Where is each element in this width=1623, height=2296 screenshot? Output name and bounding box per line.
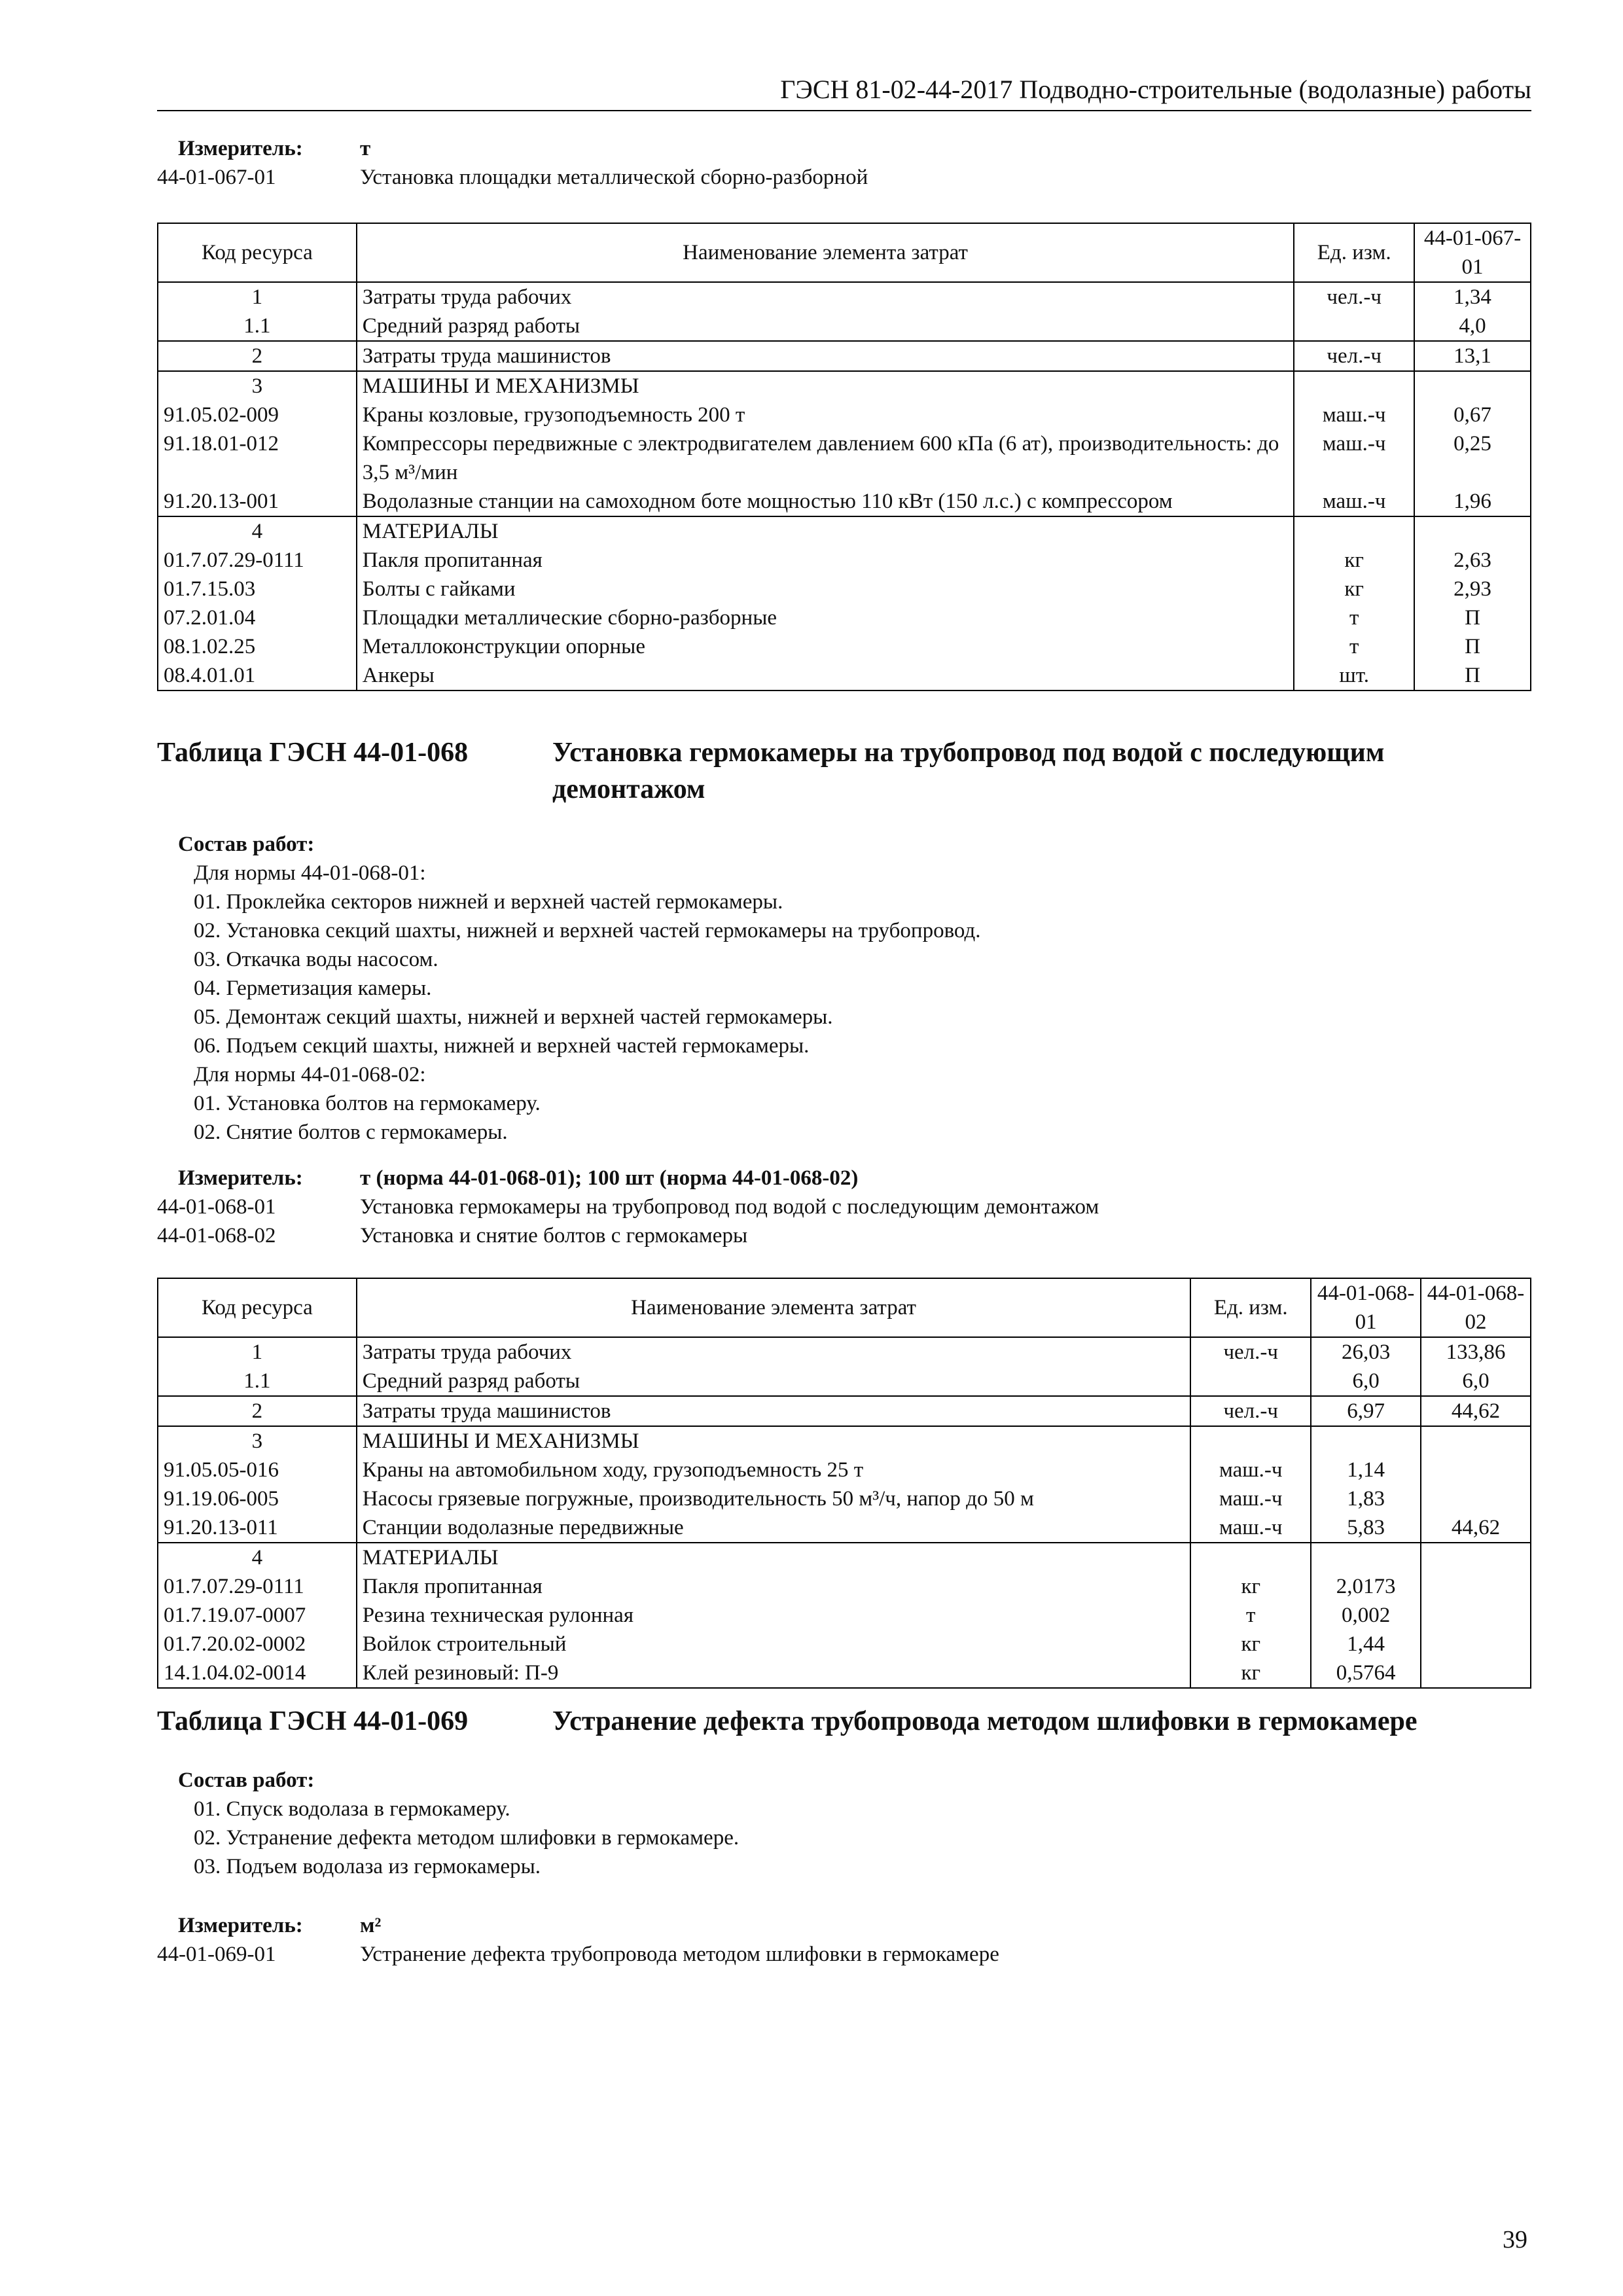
resource-unit: чел.-ч xyxy=(1294,282,1414,312)
norm-code: 44-01-068-01 xyxy=(157,1195,276,1219)
norm-row xyxy=(157,1221,1531,1250)
work-item: 01. Установка болтов на гермокамеру. xyxy=(194,1092,541,1115)
resource-code: 08.1.02.25 xyxy=(158,632,357,661)
resource-code: 2 xyxy=(158,1396,357,1426)
col-header-value: 44-01-067-01 xyxy=(1414,223,1531,282)
resource-name: Водолазные станции на самоходном боте мощностью 110 кВт (150 л.с.) с компрессором xyxy=(357,487,1294,516)
resource-name: Площадки металлические сборно-разборные xyxy=(357,603,1294,632)
measure-value: т (норма 44-01-068-01); 100 шт (норма 44-01-068-02) xyxy=(360,1166,859,1190)
resource-unit: кг xyxy=(1294,575,1414,603)
resource-code: 91.19.06-005 xyxy=(158,1484,357,1513)
work-item: 01. Спуск водолаза в гермокамеру. xyxy=(194,1797,510,1821)
resource-name: Затраты труда рабочих xyxy=(357,1337,1191,1367)
resource-code: 01.7.15.03 xyxy=(158,575,357,603)
resource-unit: маш.-ч xyxy=(1190,1456,1311,1484)
resource-code: 07.2.01.04 xyxy=(158,603,357,632)
resource-code: 4 xyxy=(158,1543,357,1572)
resource-code: 1 xyxy=(158,1337,357,1367)
resource-value-2 xyxy=(1421,1572,1531,1601)
resource-value-2 xyxy=(1421,1543,1531,1572)
work-item: Для нормы 44-01-068-01: xyxy=(194,861,426,885)
resource-value-1: 26,03 xyxy=(1311,1337,1421,1367)
table-row xyxy=(158,371,1531,401)
table-row xyxy=(158,632,1531,661)
table-row xyxy=(158,312,1531,341)
resource-value-1: 1,83 xyxy=(1311,1484,1421,1513)
resource-value-1: 0,67 xyxy=(1414,401,1531,429)
col-header-name: Наименование элемента затрат xyxy=(357,1278,1191,1337)
resource-code: 01.7.07.29-0111 xyxy=(158,1572,357,1601)
work-item: 02. Снятие болтов с гермокамеры. xyxy=(194,1121,508,1144)
resource-unit: чел.-ч xyxy=(1294,341,1414,371)
resource-unit: кг xyxy=(1190,1630,1311,1659)
resource-unit: т xyxy=(1190,1601,1311,1630)
resource-value-1: 0,5764 xyxy=(1311,1659,1421,1688)
resource-name: Краны козловые, грузоподъемность 200 т xyxy=(357,401,1294,429)
resource-unit: т xyxy=(1294,603,1414,632)
resource-unit: маш.-ч xyxy=(1294,487,1414,516)
norm-code: 44-01-067-01 xyxy=(157,166,276,189)
resource-code: 14.1.04.02-0014 xyxy=(158,1659,357,1688)
resource-name: Затраты труда рабочих xyxy=(357,282,1294,312)
measure-block-068 xyxy=(157,1164,1531,1250)
norm-name: Установка площадки металлической сборно-разборной xyxy=(360,166,868,189)
table-row xyxy=(158,1337,1531,1367)
resource-table-068 xyxy=(157,1278,1531,1689)
resource-name: Металлоконструкции опорные xyxy=(357,632,1294,661)
resource-name: Насосы грязевые погружные, производительность 50 м³/ч, напор до 50 м xyxy=(357,1484,1191,1513)
resource-unit: маш.-ч xyxy=(1190,1513,1311,1543)
resource-unit: маш.-ч xyxy=(1294,401,1414,429)
measure-block-067 xyxy=(157,134,1531,192)
table-number: Таблица ГЭСН 44-01-069 xyxy=(157,1706,469,1736)
norm-row xyxy=(157,163,1531,192)
page-number: 39 xyxy=(1503,2226,1527,2253)
resource-value-1: 13,1 xyxy=(1414,341,1531,371)
resource-code: 2 xyxy=(158,341,357,371)
resource-value-1: 2,0173 xyxy=(1311,1572,1421,1601)
table-row xyxy=(158,1426,1531,1456)
resource-code: 01.7.20.02-0002 xyxy=(158,1630,357,1659)
resource-name: Средний разряд работы xyxy=(357,312,1294,341)
table-row xyxy=(158,516,1531,546)
resource-value-1 xyxy=(1414,371,1531,401)
resource-unit: т xyxy=(1294,632,1414,661)
work-item: 05. Демонтаж секций шахты, нижней и верхней частей гермокамеры. xyxy=(194,1005,833,1029)
norm-row xyxy=(157,1940,1531,1969)
resource-value-1: П xyxy=(1414,632,1531,661)
resource-name: Анкеры xyxy=(357,661,1294,691)
resource-value-1: 1,96 xyxy=(1414,487,1531,516)
col-header-name: Наименование элемента затрат xyxy=(357,223,1294,282)
resource-name: Болты с гайками xyxy=(357,575,1294,603)
resource-code: 1.1 xyxy=(158,312,357,341)
resource-unit: кг xyxy=(1190,1659,1311,1688)
resource-value-1: П xyxy=(1414,661,1531,691)
resource-name: Краны на автомобильном ходу, грузоподъемность 25 т xyxy=(357,1456,1191,1484)
work-item: 06. Подъем секций шахты, нижней и верхней частей гермокамеры. xyxy=(194,1034,810,1058)
resource-name: МАШИНЫ И МЕХАНИЗМЫ xyxy=(357,1426,1191,1456)
resource-value-1: 6,97 xyxy=(1311,1396,1421,1426)
resource-code: 91.20.13-011 xyxy=(158,1513,357,1543)
measure-value: м² xyxy=(360,1914,382,1937)
col-header-unit: Ед. изм. xyxy=(1294,223,1414,282)
table-row xyxy=(158,341,1531,371)
running-header xyxy=(157,71,1531,111)
resource-value-2 xyxy=(1421,1484,1531,1513)
resource-code: 91.05.02-009 xyxy=(158,401,357,429)
resource-unit xyxy=(1294,371,1414,401)
table-row xyxy=(158,1484,1531,1513)
table-row xyxy=(158,282,1531,312)
resource-value-1 xyxy=(1414,516,1531,546)
table-header-row xyxy=(158,1278,1531,1337)
resource-name: Пакля пропитанная xyxy=(357,546,1294,575)
resource-unit: чел.-ч xyxy=(1190,1396,1311,1426)
resource-value-2 xyxy=(1421,1659,1531,1688)
resource-name: Средний разряд работы xyxy=(357,1367,1191,1396)
work-composition-069 xyxy=(157,1766,739,1881)
table-caption: Устранение дефекта трубопровода методом шлифовки в гермокамере xyxy=(552,1706,1418,1736)
table-row xyxy=(158,1543,1531,1572)
work-item: 02. Устранение дефекта методом шлифовки в гермокамере. xyxy=(194,1826,740,1850)
work-item: 03. Откачка воды насосом. xyxy=(194,948,438,971)
col-header-value-2: 44-01-068-02 xyxy=(1421,1278,1531,1337)
norm-name: Установка гермокамеры на трубопровод под водой с последующим демонтажом xyxy=(360,1195,1099,1219)
work-item: Для нормы 44-01-068-02: xyxy=(194,1063,426,1086)
resource-unit: маш.-ч xyxy=(1294,429,1414,487)
work-composition-label: Состав работ: xyxy=(178,833,315,856)
resource-code: 1.1 xyxy=(158,1367,357,1396)
resource-table-067 xyxy=(157,223,1531,691)
measure-block-069 xyxy=(157,1911,1531,1969)
resource-value-1: П xyxy=(1414,603,1531,632)
resource-name: Затраты труда машинистов xyxy=(357,1396,1191,1426)
resource-name: Войлок строительный xyxy=(357,1630,1191,1659)
resource-code: 4 xyxy=(158,516,357,546)
resource-value-1: 1,14 xyxy=(1311,1456,1421,1484)
col-header-code: Код ресурса xyxy=(158,223,357,282)
resource-unit: чел.-ч xyxy=(1190,1337,1311,1367)
work-item: 03. Подъем водолаза из гермокамеры. xyxy=(194,1855,541,1878)
resource-value-1 xyxy=(1311,1543,1421,1572)
resource-name: Станции водолазные передвижные xyxy=(357,1513,1191,1543)
measure-value: т xyxy=(360,137,371,160)
norm-name: Устранение дефекта трубопровода методом шлифовки в гермокамере xyxy=(360,1943,999,1966)
resource-value-1: 0,002 xyxy=(1311,1601,1421,1630)
resource-code: 1 xyxy=(158,282,357,312)
table-row xyxy=(158,575,1531,603)
resource-unit: шт. xyxy=(1294,661,1414,691)
resource-unit xyxy=(1190,1426,1311,1456)
resource-unit: маш.-ч xyxy=(1190,1484,1311,1513)
resource-value-1: 4,0 xyxy=(1414,312,1531,341)
norm-code: 44-01-069-01 xyxy=(157,1943,276,1966)
table-row xyxy=(158,429,1531,487)
measure-label: Измеритель: xyxy=(178,137,303,160)
work-item: 02. Установка секций шахты, нижней и верхней частей гермокамеры на трубопровод. xyxy=(194,919,981,942)
work-composition-label: Состав работ: xyxy=(178,1768,315,1792)
resource-name: Клей резиновый: П-9 xyxy=(357,1659,1191,1688)
table-caption: Установка гермокамеры на трубопровод под водой с последующим демонтажом xyxy=(552,738,1385,804)
table-title-069 xyxy=(157,1703,1531,1740)
measure-label: Измеритель: xyxy=(178,1914,303,1937)
resource-unit: кг xyxy=(1294,546,1414,575)
work-composition-068 xyxy=(157,830,981,1147)
header-text: ГЭСН 81-02-44-2017 Подводно-строительные (водолазные) работы xyxy=(780,75,1531,104)
resource-name: МАТЕРИАЛЫ xyxy=(357,1543,1191,1572)
col-header-code: Код ресурса xyxy=(158,1278,357,1337)
table-row xyxy=(158,1513,1531,1543)
resource-code: 01.7.07.29-0111 xyxy=(158,546,357,575)
resource-name: Компрессоры передвижные с электродвигателем давлением 600 кПа (6 ат), производительность: до 3,5 м³/мин xyxy=(357,429,1294,487)
resource-code: 3 xyxy=(158,1426,357,1456)
resource-name: Пакля пропитанная xyxy=(357,1572,1191,1601)
resource-code: 3 xyxy=(158,371,357,401)
measure-label: Измеритель: xyxy=(178,1166,303,1190)
table-row xyxy=(158,603,1531,632)
resource-code: 91.05.05-016 xyxy=(158,1456,357,1484)
resource-code: 01.7.19.07-0007 xyxy=(158,1601,357,1630)
resource-name: Резина техническая рулонная xyxy=(357,1601,1191,1630)
resource-value-2: 6,0 xyxy=(1421,1367,1531,1396)
resource-unit: кг xyxy=(1190,1572,1311,1601)
resource-unit xyxy=(1294,312,1414,341)
resource-value-1: 2,63 xyxy=(1414,546,1531,575)
resource-name: МАТЕРИАЛЫ xyxy=(357,516,1294,546)
resource-value-1: 5,83 xyxy=(1311,1513,1421,1543)
table-row xyxy=(158,1367,1531,1396)
table-row xyxy=(158,1456,1531,1484)
table-row xyxy=(158,487,1531,516)
col-header-unit: Ед. изм. xyxy=(1190,1278,1311,1337)
resource-value-2 xyxy=(1421,1630,1531,1659)
resource-unit xyxy=(1190,1543,1311,1572)
table-header-row xyxy=(158,223,1531,282)
resource-value-2 xyxy=(1421,1456,1531,1484)
resource-value-2: 44,62 xyxy=(1421,1396,1531,1426)
resource-value-2 xyxy=(1421,1426,1531,1456)
norm-row xyxy=(157,1193,1531,1221)
resource-value-2: 44,62 xyxy=(1421,1513,1531,1543)
table-row xyxy=(158,1659,1531,1688)
table-title-068 xyxy=(157,734,1531,808)
resource-code: 91.18.01-012 xyxy=(158,429,357,487)
norm-code: 44-01-068-02 xyxy=(157,1224,276,1247)
resource-code: 08.4.01.01 xyxy=(158,661,357,691)
table-row xyxy=(158,546,1531,575)
work-item: 01. Проклейка секторов нижней и верхней частей гермокамеры. xyxy=(194,890,783,914)
col-header-value-1: 44-01-068-01 xyxy=(1311,1278,1421,1337)
resource-value-1: 1,34 xyxy=(1414,282,1531,312)
norm-name: Установка и снятие болтов с гермокамеры xyxy=(360,1224,748,1247)
resource-unit xyxy=(1294,516,1414,546)
resource-unit xyxy=(1190,1367,1311,1396)
table-row xyxy=(158,661,1531,691)
resource-value-1: 6,0 xyxy=(1311,1367,1421,1396)
table-row xyxy=(158,401,1531,429)
table-number: Таблица ГЭСН 44-01-068 xyxy=(157,738,469,768)
resource-value-1: 0,25 xyxy=(1414,429,1531,487)
resource-value-1: 2,93 xyxy=(1414,575,1531,603)
resource-value-2 xyxy=(1421,1601,1531,1630)
resource-name: Затраты труда машинистов xyxy=(357,341,1294,371)
table-row xyxy=(158,1601,1531,1630)
resource-code: 91.20.13-001 xyxy=(158,487,357,516)
work-item: 04. Герметизация камеры. xyxy=(194,977,432,1000)
table-row xyxy=(158,1396,1531,1426)
table-row xyxy=(158,1572,1531,1601)
resource-value-2: 133,86 xyxy=(1421,1337,1531,1367)
table-row xyxy=(158,1630,1531,1659)
resource-name: МАШИНЫ И МЕХАНИЗМЫ xyxy=(357,371,1294,401)
resource-value-1 xyxy=(1311,1426,1421,1456)
resource-value-1: 1,44 xyxy=(1311,1630,1421,1659)
